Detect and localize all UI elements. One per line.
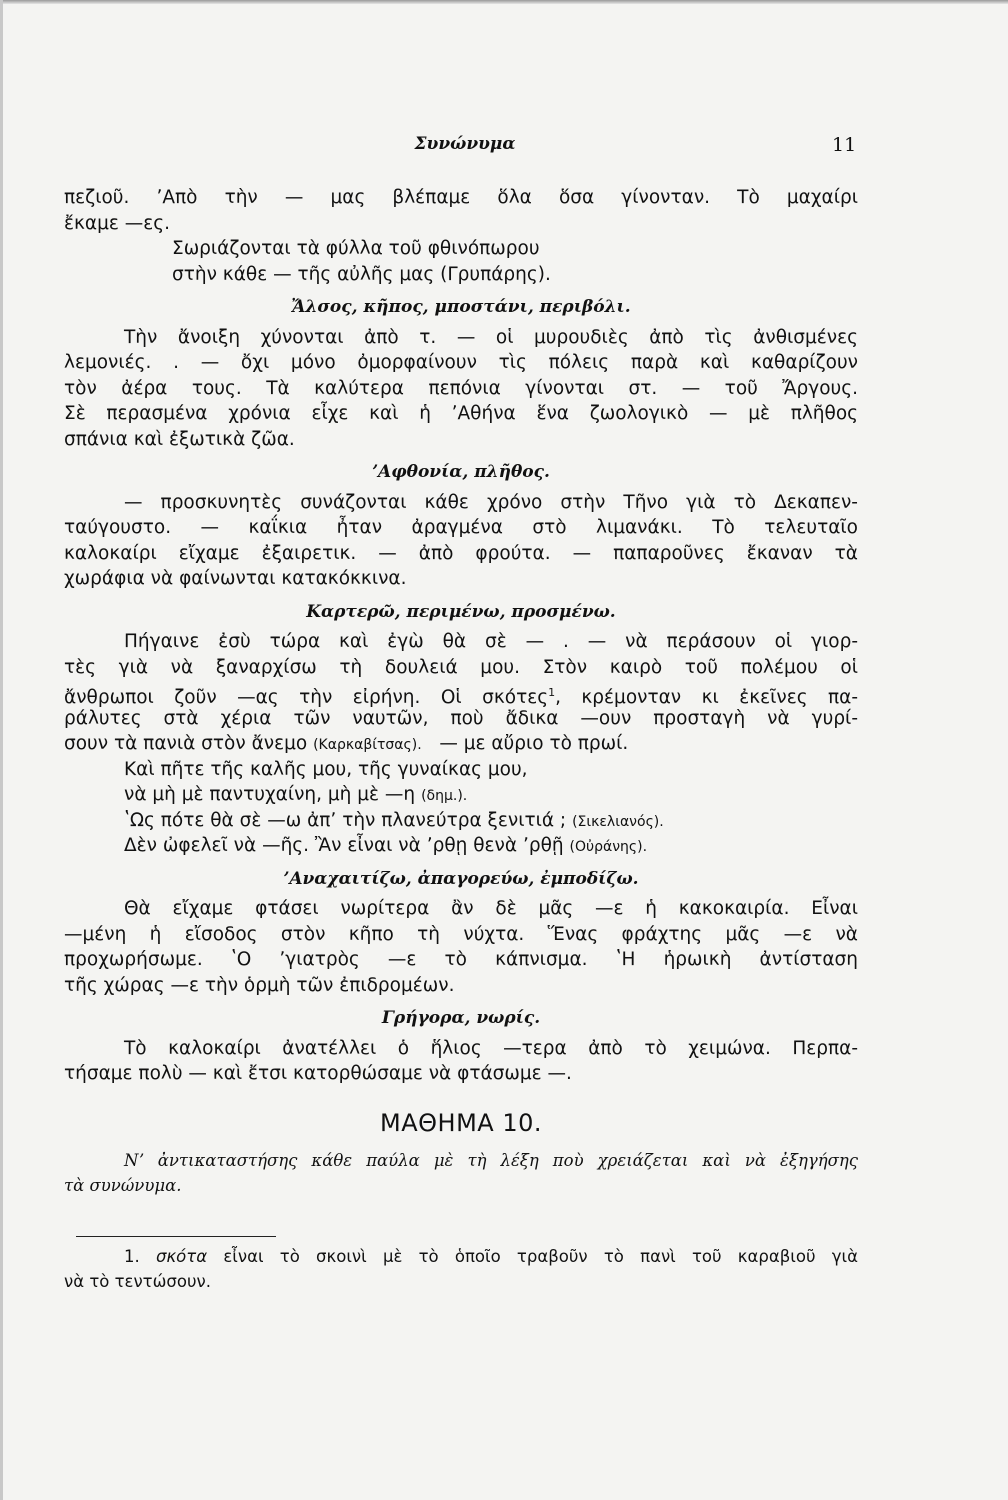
text-line: λεμονιές. . — ὄχι μόνο ὀμορφαίνουν τὶς πόλεις παρὰ καὶ καθαρίζουν [64, 352, 858, 373]
verse-line: Καὶ πῆτε τῆς καλῆς μου, τῆς γυναίκας μου, [124, 758, 528, 780]
text-line: τῆς χώρας —ε τὴν ὁρμὴ τῶν ἐπιδρομέων. [64, 974, 455, 996]
text-line: — προσκυνητὲς συνάζονται κάθε χρόνο στὴν Τῆνο γιὰ τὸ Δεκαπεν- [124, 491, 858, 513]
synonym-heading: ʼΑναχαιτίζω, ἀπαγορεύω, ἐμποδίζω. [283, 868, 639, 889]
text-line: ἔκαμε —ες. [64, 212, 170, 234]
text-fragment: ʽΩς πότε θὰ σὲ —ω ἀπʼ τὴν πλανεύτρα ξενιτιά ; [124, 809, 567, 831]
author-citation: (Οὐράνης). [569, 839, 648, 855]
page-header [0, 134, 1008, 164]
text-line: —μένη ἡ εἴσοδος στὸν κῆπο τὴ νύχτα. Ἕνας φράχτης μᾶς —ε νὰ [64, 923, 858, 945]
synonym-heading: Ἄλσος, κῆπος, μποστάνι, περιβόλι. [291, 297, 631, 317]
text-line: Σὲ περασμένα χρόνια εἶχε καὶ ἡ ʼΑθήνα ἕνα ζωολογικὸ — μὲ πλῆθος [64, 403, 858, 424]
text-line: προχωρήσωμε. ʽΟ ʼγιατρὸς —ε τὸ κάπνισμα. ʽΗ ἡρωικὴ ἀντίσταση [64, 949, 858, 970]
text-line: χωράφια νὰ φαίνωνται κατακόκκινα. [64, 568, 407, 589]
text-fragment: νὰ μὴ μὲ παντυχαίνη, μὴ μὲ —η [124, 784, 416, 805]
verse-line [64, 782, 858, 808]
text-fragment: σουν τὰ πανιὰ στὸν ἄνεμο [64, 733, 308, 754]
footnote-text: εἶναι τὸ σκοινὶ μὲ τὸ ὁποῖο τραβοῦν τὸ πανὶ τοῦ καραβιοῦ γιὰ [223, 1246, 858, 1266]
text-line: Πήγαινε ἐσὺ τώρα καὶ ἐγὼ θὰ σὲ — . — νὰ περάσουν οἱ γιορ- [124, 631, 858, 652]
text-line: καλοκαίρι εἴχαμε ἐξαιρετικ. — ἀπὸ φρούτα. — παπαροῦνες ἔκαναν τὰ [64, 542, 858, 564]
text-line: ταύγουστο. — καΐκια ἦταν ἀραγμένα στὸ λιμανάκι. Τὸ τελευταῖο [64, 517, 858, 538]
synonym-heading: Γρήγορα, νωρίς. [381, 1008, 541, 1028]
footnote-marker: 1 [548, 686, 556, 699]
synonym-heading: ʼΑφθονία, πλῆθος. [372, 462, 550, 482]
verse-line [64, 833, 858, 859]
page-edge-left [0, 0, 3, 1500]
text-line: τήσαμε πολὺ — καὶ ἔτσι κατορθώσαμε νὰ φτάσωμε —. [64, 1063, 572, 1084]
page-edge-top [0, 0, 1008, 4]
text-line: τὸν ἀέρα τους. Τὰ καλύτερα πεπόνια γίνονται στ. — τοῦ Ἄργους. [64, 377, 858, 399]
text-line: πεζιοῦ. ʼΑπὸ τὴν — μας βλέπαμε ὅλα ὅσα γίνονταν. Τὸ μαχαίρι [64, 187, 858, 208]
text-line: Τὸ καλοκαίρι ἀνατέλλει ὁ ἥλιος —τερα ἀπὸ τὸ χειμώνα. Περπα- [124, 1037, 858, 1059]
text-fragment: Δὲν ὠφελεῖ νὰ —ῆς. Ἂν εἶναι νὰ ʼρθῃ θενὰ ʼρθῇ [124, 835, 564, 856]
text-fragment: — με αὔριο τὸ πρωί. [439, 733, 629, 754]
text-line: Τὴν ἄνοιξη χύνονται ἀπὸ τ. — οἱ μυρουδιὲς ἀπὸ τὶς ἀνθισμένες [124, 326, 858, 348]
footnote-term: σκότα [156, 1246, 208, 1266]
text-line: ράλυτες στὰ χέρια τῶν ναυτῶν, ποὺ ἄδικα —ουν προσταγὴ νὰ γυρί- [64, 707, 858, 729]
author-citation: (Σικελιανός). [572, 813, 664, 830]
text-line [64, 731, 858, 757]
author-citation: (δημ.). [421, 788, 468, 804]
lesson-title: ΜΑΘΗΜΑ 10. [380, 1108, 542, 1137]
lesson-instruction-line: τὰ συνώνυμα. [64, 1176, 182, 1195]
text-line: σπάνια καὶ ἐξωτικὰ ζῶα. [64, 428, 295, 450]
text-line: Θὰ εἴχαμε φτάσει νωρίτερα ἂν δὲ μᾶς —ε ἡ κακοκαιρία. Εἶναι [124, 898, 858, 919]
page-number: 11 [832, 134, 857, 156]
footnote-rule [76, 1236, 276, 1237]
footnote-line: νὰ τὸ τεντώσουν. [64, 1272, 211, 1291]
page-body [64, 185, 858, 1296]
author-citation: (Καρκαβίτσας). [313, 737, 422, 753]
lesson-instruction-line: Νʼ ἀντικαταστήσης κάθε παύλα μὲ τὴ λέξη ποὺ χρειάζεται καὶ νὰ ἐξηγήσης [124, 1150, 858, 1170]
footnote-line [64, 1245, 858, 1271]
text-fragment: , κρέμονταν κι ἐκεῖνες πα- [555, 687, 858, 709]
verse-line [64, 808, 858, 834]
verse-line: Σωριάζονται τὰ φύλλα τοῦ φθινόπωρου [172, 238, 540, 259]
synonym-heading: Καρτερῶ, περιμένω, προσμένω. [306, 601, 616, 622]
verse-line: στὴν κάθε — τῆς αὐλῆς μας (Γρυπάρης). [172, 263, 551, 285]
running-head: Συνώνυμα [414, 134, 516, 154]
text-line: τὲς γιὰ νὰ ξαναρχίσω τὴ δουλειά μου. Στὸν καιρὸ τοῦ πολέμου οἱ [64, 656, 858, 678]
text-fragment: ἄνθρωποι ζοῦν —ας τὴν εἰρήνη. Οἱ σκότες [64, 687, 549, 709]
footnote-number: 1. [124, 1246, 140, 1266]
text-line [64, 680, 858, 709]
